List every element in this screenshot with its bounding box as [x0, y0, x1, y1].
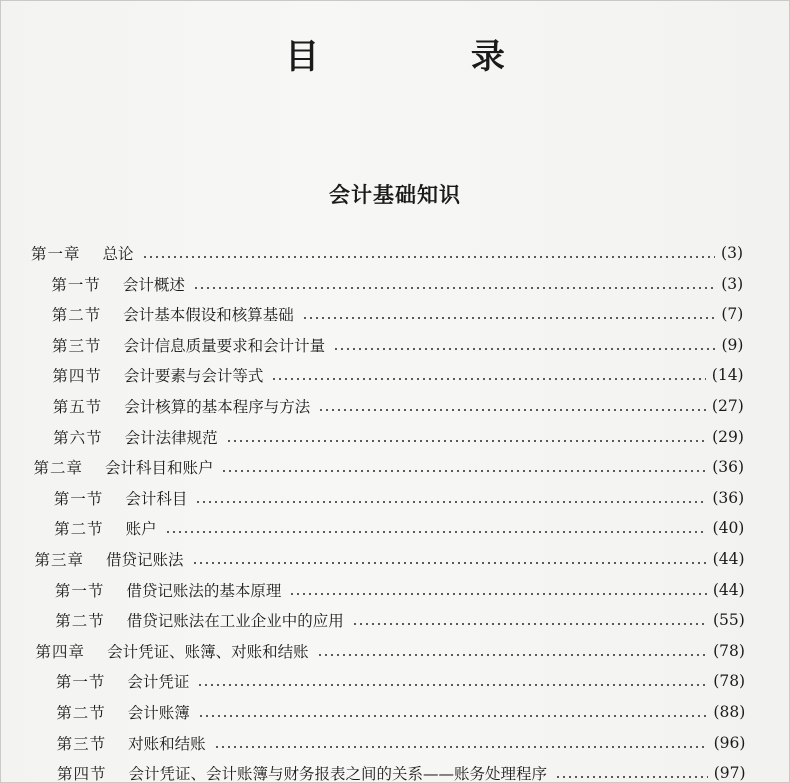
page-number: (96): [713, 733, 746, 752]
toc-chapter-row: [36, 637, 745, 665]
toc-section-row: [54, 514, 744, 542]
section-number: 第三节: [52, 336, 102, 355]
toc-section-row: [52, 331, 743, 359]
section-title-text: 借贷记账法的基本原理: [126, 581, 282, 600]
page-number: (9): [721, 335, 744, 354]
section-number: 第二节: [55, 612, 105, 631]
leader-dots: [302, 317, 716, 319]
toc-section-row: [53, 392, 744, 420]
toc-entry-label: [52, 303, 302, 325]
leader-dots: [317, 654, 708, 656]
toc-section-row: [57, 729, 746, 757]
section-number: 第一节: [54, 581, 105, 600]
page-number: (3): [721, 274, 744, 293]
section-number: 第二节: [51, 306, 102, 325]
page-number: (36): [712, 458, 745, 477]
toc-section-row: [56, 667, 745, 695]
section-title-text: 会计凭证、会计账簿与财务报表之间的关系——账务处理程序: [128, 765, 547, 783]
toc-entry-label: [55, 579, 290, 601]
leader-dots: [271, 378, 705, 380]
section-title-text: 会计账簿: [127, 704, 190, 722]
section-title: 会计基础知识: [329, 183, 461, 207]
chapter-number: 第三章: [34, 551, 85, 569]
leader-dots: [192, 562, 707, 564]
toc-entry-label: [53, 426, 226, 448]
toc-entry-label: [33, 456, 221, 478]
section-title-text: 会计科目: [125, 489, 188, 508]
leader-dots: [198, 715, 708, 717]
toc-entry-label: [56, 670, 198, 692]
section-title-text: 会计核算的基本程序与方法: [124, 398, 311, 416]
toc-entry-label: [57, 732, 214, 754]
toc-section-row: [52, 300, 744, 328]
page-number: (36): [712, 488, 745, 507]
section-number: 第一节: [55, 673, 106, 692]
page-number: (3): [721, 244, 743, 262]
page-number: (55): [712, 611, 745, 630]
toc-entry-label: [56, 701, 198, 723]
leader-dots: [214, 746, 708, 748]
chapter-number: 第一章: [31, 245, 81, 263]
section-title-text: 对账和结账: [128, 734, 206, 753]
leader-dots: [289, 593, 706, 595]
section-number: 第二节: [56, 704, 106, 722]
toc-section-row: [54, 484, 744, 512]
section-title-text: 借贷记账法在工业企业中的应用: [126, 612, 344, 631]
toc-entry-label: [53, 395, 319, 417]
toc-chapter-row: [31, 239, 743, 267]
toc-section-row: [55, 576, 745, 604]
toc-entry-label: [57, 762, 555, 783]
toc-entry-label: [35, 548, 192, 570]
section-number: 第四节: [52, 367, 102, 386]
page-number: (78): [713, 672, 746, 691]
section-title-text: 会计法律规范: [124, 428, 218, 447]
toc-section-row: [53, 423, 744, 451]
section-number: 第三节: [56, 734, 107, 753]
toc-section-row: [55, 606, 745, 634]
leader-dots: [197, 684, 707, 686]
toc-entry-label: [52, 334, 333, 356]
page-number: (40): [712, 519, 745, 538]
leader-dots: [165, 531, 707, 533]
section-number: 第五节: [52, 398, 103, 416]
section-number: 第六节: [53, 428, 103, 447]
toc-entry-label: [31, 242, 142, 264]
chapter-title: 总论: [102, 245, 134, 263]
page-number: (29): [712, 427, 744, 446]
toc-entry-label: [51, 273, 193, 295]
section-number: 第二节: [54, 520, 104, 539]
section-title-text: 账户: [125, 520, 157, 539]
leader-dots: [142, 256, 716, 258]
page-number: (78): [713, 641, 745, 660]
toc-section-row: [51, 270, 743, 298]
page-number: (44): [712, 550, 745, 568]
page-number: (97): [713, 764, 746, 783]
toc-section-row: [52, 361, 743, 389]
section-title-text: 会计基本假设和核算基础: [123, 306, 294, 325]
section-number: 第一节: [51, 275, 101, 294]
toc-chapter-row: [33, 453, 744, 481]
page-number: (14): [711, 366, 744, 385]
leader-dots: [318, 409, 706, 411]
section-title-text: 会计信息质量要求和会计计量: [123, 336, 326, 355]
chapter-title: 会计科目和账户: [104, 459, 214, 478]
section-title-text: 会计概述: [122, 275, 185, 294]
leader-dots: [555, 776, 708, 778]
page-number: (27): [711, 397, 744, 415]
leader-dots: [352, 623, 707, 625]
toc-entry-label: [55, 609, 352, 631]
toc-entry-label: [54, 487, 196, 509]
section-title-text: 会计要素与会计等式: [123, 367, 264, 386]
page-number: (88): [713, 703, 746, 721]
leader-dots: [221, 470, 706, 472]
chapter-number: 第二章: [33, 459, 83, 478]
toc-chapter-row: [35, 545, 745, 573]
toc-entry-label: [36, 640, 317, 662]
page-title: 目 录: [285, 37, 575, 77]
section-number: 第四节: [56, 765, 107, 783]
section-number: 第一节: [53, 489, 104, 508]
chapter-title: 会计凭证、账簿、对账和结账: [107, 642, 309, 661]
leader-dots: [226, 440, 706, 442]
toc-section-row: [56, 698, 745, 726]
chapter-number: 第四章: [35, 642, 86, 661]
leader-dots: [333, 348, 715, 350]
section-title-text: 会计凭证: [127, 673, 190, 692]
page-number: (44): [712, 580, 745, 599]
toc-section-row: [57, 759, 746, 783]
toc-entry-label: [54, 517, 165, 539]
leader-dots: [193, 287, 715, 289]
chapter-title: 借贷记账法: [106, 551, 184, 569]
page-number: (7): [721, 305, 744, 324]
toc-entry-label: [52, 364, 271, 386]
leader-dots: [195, 501, 706, 503]
